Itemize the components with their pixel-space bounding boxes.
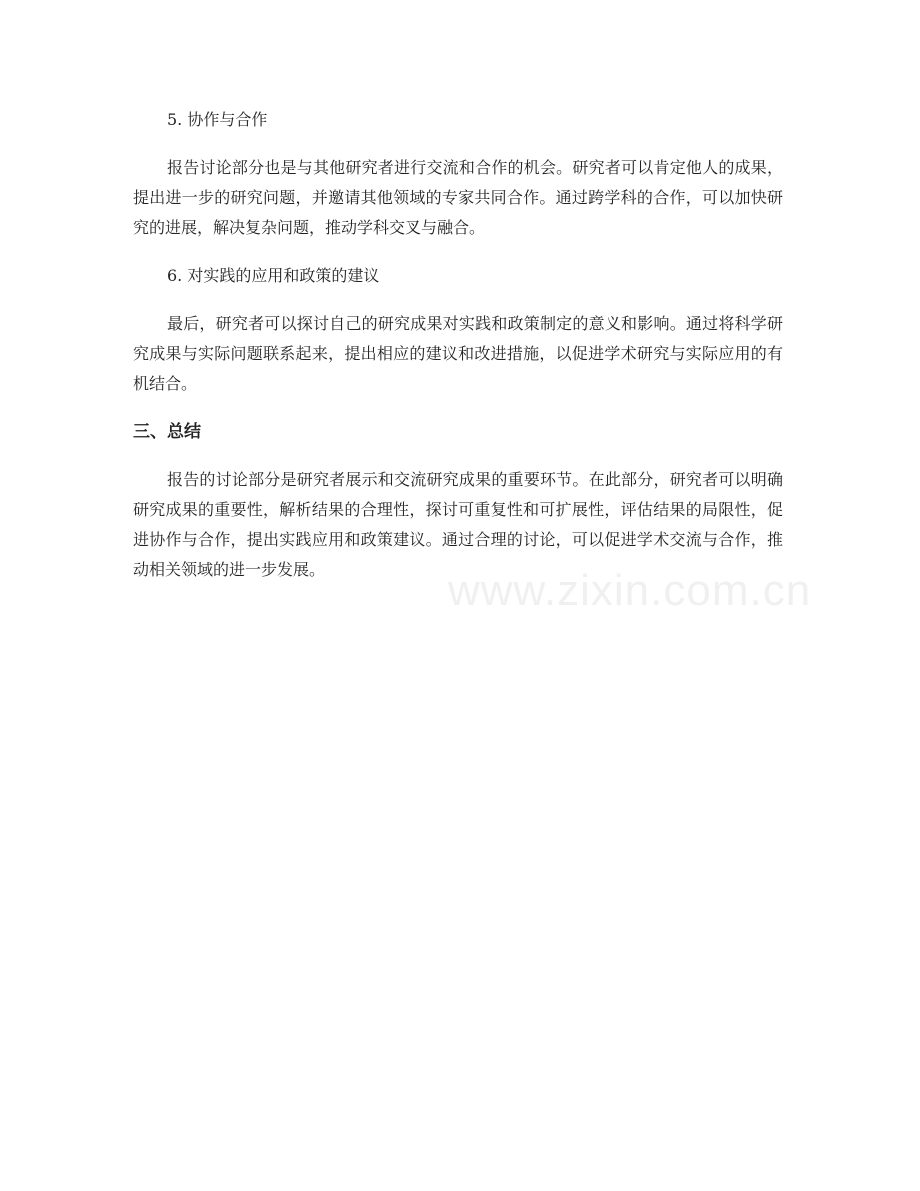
paragraph-practice-policy: 最后，研究者可以探讨自己的研究成果对实践和政策制定的意义和影响。通过将科学研究成果与实际问题联系起来，提出相应的建议和改进措施，以促进学术研究与实际应用的有机结合。	[133, 314, 783, 393]
document-body	[133, 105, 783, 603]
paragraph-collaboration: 报告讨论部分也是与其他研究者进行交流和合作的机会。研究者可以肯定他人的成果，提出进一步的研究问题，并邀请其他领域的专家共同合作。通过跨学科的合作，可以加快研究的进展，解决复杂问题，推动学科交叉与融合。	[133, 158, 783, 237]
watermark: www.zixin.com.cn	[448, 566, 812, 615]
section-heading-summary: 三、总结	[133, 422, 201, 442]
subheading-collaboration: 5. 协作与合作	[167, 110, 268, 129]
paragraph-summary: 报告的讨论部分是研究者展示和交流研究成果的重要环节。在此部分，研究者可以明确研究成果的重要性，解析结果的合理性，探讨可重复性和可扩展性，评估结果的局限性，促进协作与合作，提出实践应用和政策建议。通过合理的讨论，可以促进学术交流与合作，推动相关领域的进一步发展。	[133, 470, 783, 579]
subheading-practice-policy: 6. 对实践的应用和政策的建议	[167, 266, 380, 285]
